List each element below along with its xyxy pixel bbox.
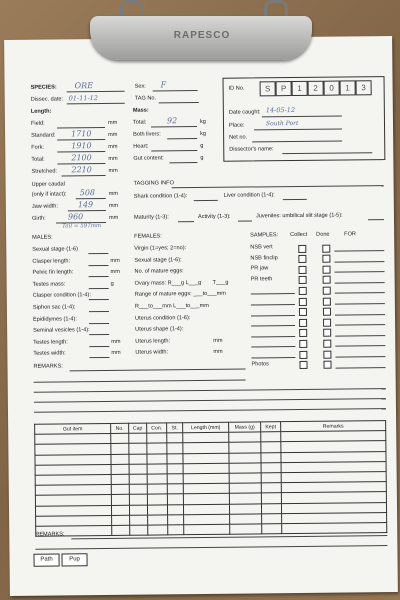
female-field-label: Sexual stage (1-6): xyxy=(134,256,182,264)
male-unit: mm xyxy=(111,350,121,357)
mass-total-label: Total: xyxy=(132,119,147,126)
gut-table-cell[interactable] xyxy=(229,463,261,474)
gut-table-cell[interactable] xyxy=(130,525,148,535)
done-checkbox[interactable] xyxy=(323,340,331,348)
sample-label: NSB finclip xyxy=(250,254,278,262)
male-unit: g xyxy=(110,280,114,287)
jaw-width-value: 149 xyxy=(77,200,94,210)
mm-unit: mm xyxy=(107,119,118,126)
male-field-line xyxy=(89,323,109,324)
dissec-date-value: 01-11-12 xyxy=(68,94,98,103)
field-label: Field: xyxy=(30,120,45,127)
sample-blank-line xyxy=(251,325,295,326)
sex-value: F xyxy=(160,80,167,90)
pup-button[interactable]: Pup xyxy=(61,553,87,566)
gut-table-cell[interactable] xyxy=(129,484,147,494)
tagging-info-title: TAGGING INFO xyxy=(133,180,174,187)
shark-condition-label: Shark condition (1-4): xyxy=(133,193,188,200)
girth-label: Girth: xyxy=(31,215,46,222)
gut-table-cell[interactable] xyxy=(183,483,229,494)
sample-blank-line xyxy=(251,357,295,358)
done-checkbox[interactable] xyxy=(323,276,331,284)
gut-table-cell[interactable] xyxy=(261,503,281,513)
female-unit: mm xyxy=(213,349,223,356)
gut-table-cell[interactable] xyxy=(230,514,262,525)
gut-table-cell[interactable] xyxy=(130,515,148,525)
jaw-width-label: Jaw width: xyxy=(31,203,59,210)
mm-unit: mm xyxy=(108,167,118,174)
male-field-line xyxy=(89,311,109,312)
total-length-label: Total: xyxy=(31,156,45,163)
sample-label: PR jaw xyxy=(250,265,269,272)
length-title: Length: xyxy=(30,108,52,115)
for-line xyxy=(335,303,385,305)
female-field-label: No. of mature eggs: xyxy=(134,268,184,275)
collect-checkbox[interactable] xyxy=(299,340,307,348)
id-cell: 2 xyxy=(308,81,324,96)
male-field-label: Epididymes (1-4): xyxy=(32,315,77,323)
kg-unit: kg xyxy=(199,118,206,125)
species-label: SPECIES: xyxy=(30,84,57,91)
gut-table-cell[interactable] xyxy=(183,463,229,474)
cap-header: Cap xyxy=(129,423,147,433)
collect-checkbox[interactable] xyxy=(298,255,306,263)
if-intact-label: (only if intact): xyxy=(31,191,67,198)
date-caught-value: 14-05-12 xyxy=(265,106,296,115)
gut-table-cell[interactable] xyxy=(129,494,147,504)
gut-table-cell[interactable] xyxy=(148,525,168,535)
activity-label: Activity (1-3): xyxy=(197,213,231,221)
male-field-line xyxy=(89,288,109,289)
kept-header: Kept xyxy=(261,422,281,432)
id-cell: 3 xyxy=(356,80,372,95)
male-field-label: Clasper condition (1-4): xyxy=(32,292,91,300)
gut-table-cell[interactable] xyxy=(129,443,147,453)
gut-table-cell[interactable] xyxy=(167,443,183,453)
for-header: FOR xyxy=(344,231,356,238)
gut-table-cell[interactable] xyxy=(167,484,183,494)
both-livers-label: Both livers: xyxy=(133,131,161,138)
collect-header: Collect xyxy=(290,231,308,239)
path-button[interactable]: Path xyxy=(33,553,59,566)
sample-blank-line xyxy=(251,293,295,294)
stretched-label: Stretched: xyxy=(31,168,58,175)
sample-label: PR teeth xyxy=(250,276,273,283)
gut-table-cell[interactable] xyxy=(229,473,261,484)
gut-table-cell[interactable] xyxy=(129,454,147,464)
gut-table-cell[interactable] xyxy=(261,462,281,472)
collect-checkbox[interactable] xyxy=(298,244,306,252)
male-field-label: Testes length: xyxy=(33,339,68,346)
gut-table-cell[interactable] xyxy=(183,453,229,464)
gut-table-cell[interactable] xyxy=(129,474,147,484)
girth-note: Tail = 597mm xyxy=(62,223,102,230)
upper-caudal-value: 508 xyxy=(79,188,96,198)
con-header: Con. xyxy=(147,423,167,433)
male-field-line xyxy=(89,357,109,358)
g-unit: g xyxy=(200,154,204,161)
samples-title: SAMPLES: xyxy=(250,232,279,239)
gut-table xyxy=(34,420,387,537)
sample-label: NSB vert xyxy=(250,244,273,251)
female-unit: mm xyxy=(213,337,223,344)
gut-table-cell[interactable] xyxy=(112,515,130,525)
gut-table-cell[interactable] xyxy=(111,433,129,443)
kg-unit: kg xyxy=(200,130,207,137)
gut-table-cell[interactable] xyxy=(229,493,261,504)
remarks-label: REMARKS: xyxy=(33,363,63,370)
gut-table-cell[interactable] xyxy=(148,515,168,525)
fork-label: Fork: xyxy=(31,144,45,151)
collect-checkbox[interactable] xyxy=(299,276,307,284)
male-field-line xyxy=(89,276,109,277)
gut-table-cell[interactable] xyxy=(147,464,167,474)
female-field-label: Uterus length: xyxy=(135,338,171,345)
collect-checkbox[interactable] xyxy=(299,287,307,295)
gut-table-cell[interactable] xyxy=(129,464,147,474)
gut-table-cell[interactable] xyxy=(183,443,229,454)
sample-blank-line xyxy=(251,346,295,347)
gut-table-cell[interactable] xyxy=(147,494,167,504)
for-line xyxy=(334,261,384,263)
gut-table-cell[interactable] xyxy=(229,442,261,453)
gut-table-cell[interactable] xyxy=(183,494,229,505)
dissec-date-label: Dissec. date: xyxy=(30,96,64,103)
place-label: Place: xyxy=(228,122,245,129)
collect-checkbox[interactable] xyxy=(299,297,307,305)
male-field-line xyxy=(89,346,109,347)
gut-table-cell[interactable] xyxy=(147,484,167,494)
gut-table-cell[interactable] xyxy=(262,513,282,523)
mm-unit: mm xyxy=(108,190,119,197)
gut-table-cell[interactable] xyxy=(229,452,261,463)
gut-table-cell[interactable] xyxy=(129,505,147,515)
gut-table-cell[interactable] xyxy=(229,503,261,514)
done-checkbox[interactable] xyxy=(322,244,330,252)
heart-label: Heart: xyxy=(133,143,149,150)
collect-checkbox[interactable] xyxy=(299,319,307,327)
male-field-line xyxy=(88,265,108,266)
clipboard-clip xyxy=(90,0,312,62)
female-field-label: Uterus condition (1-6): xyxy=(134,314,191,322)
gut-table-cell[interactable] xyxy=(262,524,282,534)
no-header: No. xyxy=(111,423,129,433)
female-field-label: Ovary mass: R___g L___g xyxy=(134,279,202,287)
sample-blank-line xyxy=(251,315,295,316)
male-field-label: Testes mass: xyxy=(32,281,66,288)
done-checkbox[interactable] xyxy=(323,350,331,358)
done-checkbox[interactable] xyxy=(322,255,330,263)
gut-table-cell[interactable] xyxy=(147,504,167,514)
mm-unit: mm xyxy=(108,202,119,209)
male-field-line xyxy=(89,299,109,300)
gut-table-cell[interactable] xyxy=(111,474,129,484)
gut-table-cell[interactable] xyxy=(282,522,387,533)
collect-checkbox[interactable] xyxy=(299,361,307,369)
gut-table-cell[interactable] xyxy=(111,495,129,505)
gut-table-cell[interactable] xyxy=(129,433,147,443)
for-line xyxy=(335,324,385,326)
gut-table-cell[interactable] xyxy=(111,454,129,464)
gut-item-header: Gut item xyxy=(35,423,111,434)
standard-value: 1710 xyxy=(71,129,92,139)
gut-table-cell[interactable] xyxy=(183,504,229,515)
gut-table-cell[interactable] xyxy=(167,433,183,443)
gut-table-cell[interactable] xyxy=(261,493,281,503)
gut-table-cell[interactable] xyxy=(111,464,129,474)
collect-checkbox[interactable] xyxy=(299,329,307,337)
maturity-label: Maturity (1-3): xyxy=(133,214,169,221)
gut-table-cell[interactable] xyxy=(111,484,129,494)
gut-content-label: Gut content: xyxy=(133,155,164,162)
for-line xyxy=(335,335,385,337)
dissector-label: Dissector's name: xyxy=(229,146,274,153)
female-field-label: Range of mature eggs: ___to___mm xyxy=(134,291,226,299)
done-checkbox[interactable] xyxy=(323,361,331,369)
for-line xyxy=(335,356,385,358)
gut-table-cell[interactable] xyxy=(261,483,281,493)
clip-brand: RAPESCO xyxy=(173,30,231,41)
date-caught-label: Date caught: xyxy=(228,109,261,116)
for-line xyxy=(335,314,385,316)
remarks-2-label: REMARKS: xyxy=(35,531,65,538)
length-mm-header: Length (mm) xyxy=(183,422,229,433)
gut-table-cell[interactable] xyxy=(147,474,167,484)
id-cell: 1 xyxy=(340,80,356,95)
total-length-value: 2100 xyxy=(71,153,92,163)
male-unit: mm xyxy=(110,257,120,264)
id-cell: S xyxy=(260,81,276,96)
male-field-label: Testes width: xyxy=(33,350,66,358)
done-checkbox[interactable] xyxy=(323,297,331,305)
for-line xyxy=(336,367,386,369)
gut-table-cell[interactable] xyxy=(261,432,281,442)
done-checkbox[interactable] xyxy=(323,308,331,316)
gut-table-cell[interactable] xyxy=(168,525,184,535)
done-header: Done xyxy=(316,231,330,238)
female-unit: T___g xyxy=(212,279,229,286)
standard-label: Standard: xyxy=(31,132,56,139)
male-field-line xyxy=(89,334,109,335)
net-no-label: Net no. xyxy=(229,134,248,141)
gut-table-cell[interactable] xyxy=(147,453,167,463)
fork-value: 1910 xyxy=(71,141,92,151)
gut-table-cell[interactable] xyxy=(261,442,281,452)
tag-no-label: TAG No. xyxy=(134,95,157,102)
id-cell: 0 xyxy=(324,81,340,96)
for-line xyxy=(335,292,385,294)
gut-table-cell[interactable] xyxy=(111,505,129,515)
female-field-label: Virgin (1=yes; 2=no): xyxy=(134,245,187,252)
males-title: MALES: xyxy=(32,234,53,241)
remarks-header: Remarks xyxy=(281,421,386,432)
juveniles-label: Juveniles: umbilical slit stage (1-5): xyxy=(255,212,343,220)
collect-checkbox[interactable] xyxy=(298,266,306,274)
gut-table-cell[interactable] xyxy=(229,432,261,443)
females-title: FEMALES: xyxy=(134,233,162,240)
gut-table-cell[interactable] xyxy=(230,524,262,535)
mm-unit: mm xyxy=(108,155,118,162)
id-box xyxy=(223,76,386,162)
gut-table-cell[interactable] xyxy=(167,453,183,463)
for-line xyxy=(334,250,384,252)
species-value: ORE xyxy=(74,81,94,91)
male-field-line xyxy=(88,253,108,254)
sample-label: Photos xyxy=(251,360,269,368)
gut-table-cell[interactable] xyxy=(147,443,167,453)
male-unit: mm xyxy=(111,338,121,345)
sample-blank-line xyxy=(251,304,295,305)
male-field-label: Siphon sac (1-4): xyxy=(32,304,76,311)
mass-g-header: Mass (g) xyxy=(229,422,261,433)
female-field-label: Uterus width: xyxy=(135,349,169,357)
mm-unit: mm xyxy=(108,131,118,138)
gut-table-cell[interactable] xyxy=(111,444,129,454)
gut-table-cell[interactable] xyxy=(183,473,229,484)
gut-table-cell[interactable] xyxy=(147,433,167,443)
done-checkbox[interactable] xyxy=(323,329,331,337)
gut-table-cell[interactable] xyxy=(183,432,229,443)
mm-unit: mm xyxy=(108,214,119,221)
gut-table-cell[interactable] xyxy=(261,452,281,462)
id-cell: 1 xyxy=(292,81,308,96)
male-field-label: Clasper length: xyxy=(32,257,71,265)
gut-table-cell[interactable] xyxy=(168,514,184,524)
for-line xyxy=(335,271,385,273)
g-unit: g xyxy=(200,142,204,149)
gut-table-cell[interactable] xyxy=(167,504,183,514)
collect-checkbox[interactable] xyxy=(299,308,307,316)
female-field-label: R___to___mm L___to___mm xyxy=(134,302,209,310)
female-field-label: Uterus shape (1-4): xyxy=(135,326,184,333)
male-field-label: Seminal vesicles (1-4): xyxy=(33,327,90,334)
done-checkbox[interactable] xyxy=(323,287,331,295)
gut-table-cell[interactable] xyxy=(184,514,230,525)
id-cell: P xyxy=(276,81,292,96)
gut-table-cell[interactable] xyxy=(112,525,130,535)
gut-table-cell[interactable] xyxy=(261,473,281,483)
mass-title: Mass: xyxy=(132,107,149,114)
collect-checkbox[interactable] xyxy=(299,350,307,358)
for-line xyxy=(335,282,385,284)
male-field-label: Sexual stage (1-6) xyxy=(32,246,79,253)
done-checkbox[interactable] xyxy=(322,265,330,273)
sample-blank-line xyxy=(251,336,295,337)
done-checkbox[interactable] xyxy=(323,318,331,326)
gut-table-cell[interactable] xyxy=(167,474,183,484)
male-field-label: Pelvic fin length: xyxy=(32,269,74,276)
mass-total-value: 92 xyxy=(166,116,178,126)
gut-table-cell[interactable] xyxy=(167,494,183,504)
mm-unit: mm xyxy=(108,143,118,150)
gut-table-cell[interactable] xyxy=(167,463,183,473)
liver-condition-label: Liver condition (1-4): xyxy=(223,192,275,199)
sex-label: Sex: xyxy=(134,83,146,90)
st-header: St. xyxy=(167,423,183,433)
male-unit: mm xyxy=(110,269,120,276)
place-value: South Port xyxy=(265,119,299,128)
id-no-label: ID No. xyxy=(228,85,245,92)
gut-table-cell[interactable] xyxy=(229,483,261,494)
datasheet xyxy=(4,36,398,596)
gut-table-cell[interactable] xyxy=(184,524,230,535)
stretched-value: 2210 xyxy=(71,165,92,175)
upper-caudal-label: Upper caudal xyxy=(31,181,65,188)
girth-value: 960 xyxy=(67,212,84,222)
for-line xyxy=(335,345,385,347)
